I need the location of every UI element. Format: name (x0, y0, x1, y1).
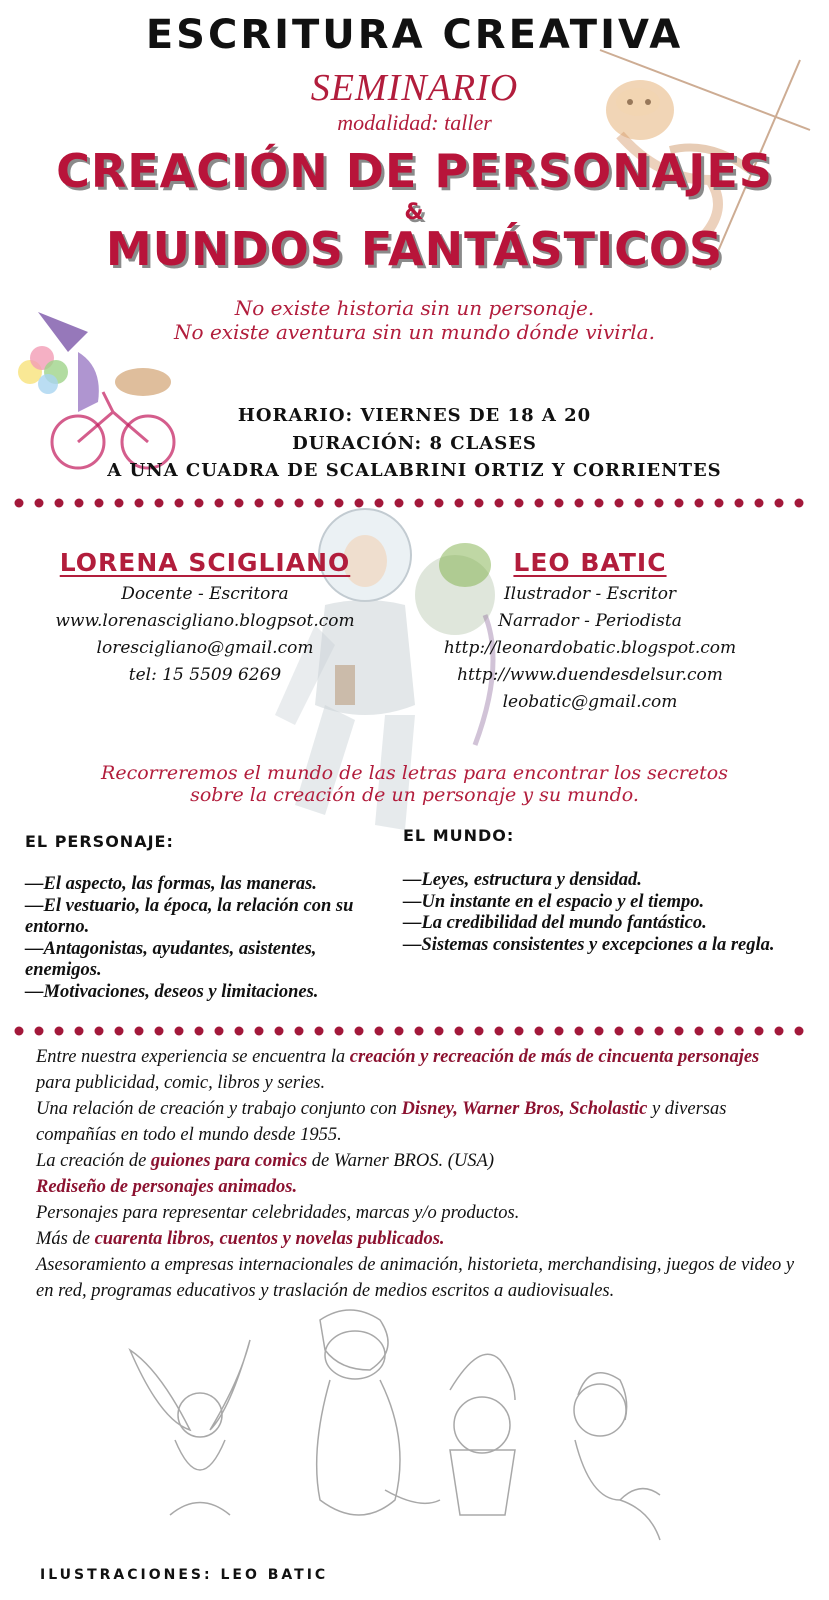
divider-dot (75, 499, 84, 508)
divider-dot (315, 499, 324, 508)
divider-dot (175, 499, 184, 508)
divider-dot (355, 499, 364, 508)
divider-dot (235, 499, 244, 508)
divider-dot (575, 1027, 584, 1036)
divider-dot (15, 1027, 24, 1036)
highlight: Rediseño de personajes animados. (36, 1177, 298, 1197)
modality-label: modalidad: taller (337, 110, 492, 135)
divider-dot (595, 499, 604, 508)
divider-dot (335, 499, 344, 508)
divider-dot (255, 499, 264, 508)
mundo-heading: EL MUNDO: (403, 826, 515, 845)
divider-dot (95, 499, 104, 508)
divider-dot (615, 499, 624, 508)
divider-dot (615, 1027, 624, 1036)
divider-dot (35, 1027, 44, 1036)
person-lorena-role: Docente - Escritora (121, 584, 289, 604)
schedule-duration: DURACIÓN: 8 CLASES (292, 433, 537, 454)
divider-dot (295, 499, 304, 508)
experience-p7: Asesoramiento a empresas internacionales de animación, historieta, merchandising, juegos de video y en red, programas educativos y traslación de medios escritos a audiovisuales. (36, 1255, 795, 1301)
personaje-item: —El vestuario, la época, la relación con su entorno. (25, 895, 354, 938)
text: Más de (36, 1229, 95, 1249)
divider-dot (735, 499, 744, 508)
divider-dot (535, 1027, 544, 1036)
divider-dot (795, 499, 804, 508)
person-name-lorena: LORENA SCIGLIANO (59, 548, 351, 577)
person-name-leo: LEO BATIC (513, 548, 667, 577)
dotted-divider-top (14, 496, 814, 510)
dotted-divider-bottom (14, 1024, 814, 1038)
personaje-heading: EL PERSONAJE: (25, 832, 174, 851)
experience-p5: Personajes para representar celebridades, marcas y/o productos. (36, 1203, 520, 1223)
divider-dot (275, 1027, 284, 1036)
divider-dot (395, 1027, 404, 1036)
divider-dot (95, 1027, 104, 1036)
divider-dot (275, 499, 284, 508)
divider-dots (15, 499, 804, 508)
divider-dot (435, 499, 444, 508)
divider-dot (415, 499, 424, 508)
person-leo-site-link[interactable]: http://www.duendesdelsur.com (457, 665, 723, 685)
highlight: cuarenta libros, cuentos y novelas publicados. (94, 1229, 445, 1249)
person-leo-role-1: Ilustrador - Escritor (503, 584, 677, 604)
divider-dot (215, 1027, 224, 1036)
illustration-credits: ILUSTRACIONES: LEO BATIC (40, 1567, 329, 1583)
headline-ampersand: & (404, 200, 425, 225)
divider-dot (155, 1027, 164, 1036)
page-title: ESCRITURA CREATIVA (145, 12, 684, 58)
divider-dot (775, 1027, 784, 1036)
highlight: Disney, Warner Bros, Scholastic (401, 1099, 648, 1119)
personaje-item: —Antagonistas, ayudantes, asistentes, enemigos. (25, 938, 317, 981)
seminar-label: SEMINARIO (310, 67, 519, 109)
divider-dot (475, 499, 484, 508)
divider-dot (75, 1027, 84, 1036)
person-lorena-phone: tel: 15 5509 6269 (128, 665, 282, 685)
divider-dot (375, 499, 384, 508)
divider-dot (515, 499, 524, 508)
intro-text (0, 762, 829, 806)
divider-dot (115, 499, 124, 508)
divider-dot (735, 1027, 744, 1036)
divider-dot (555, 1027, 564, 1036)
experience-p6 (36, 1226, 796, 1252)
divider-dot (135, 1027, 144, 1036)
divider-dot (295, 1027, 304, 1036)
intro-line-2: sobre la creación de un personaje y su mundo. (190, 784, 639, 806)
experience-text (36, 1044, 796, 1304)
person-lorena-email-link[interactable]: lorescigliano@gmail.com (96, 638, 314, 658)
divider-dot (755, 1027, 764, 1036)
mundo-item: —Sistemas consistentes y excepciones a la regla. (403, 934, 775, 955)
divider-dot (595, 1027, 604, 1036)
bottom-sketches-illustration (120, 1300, 680, 1560)
experience-p1 (36, 1044, 796, 1096)
person-leo (410, 548, 770, 716)
person-leo-email-link[interactable]: leobatic@gmail.com (502, 692, 678, 712)
divider-dot (415, 1027, 424, 1036)
personaje-list (25, 874, 395, 1004)
experience-p4 (36, 1174, 796, 1200)
divider-dot (315, 1027, 324, 1036)
divider-dot (215, 499, 224, 508)
divider-dot (395, 499, 404, 508)
experience-p2 (36, 1096, 796, 1148)
personaje-item: —Motivaciones, deseos y limitaciones. (25, 981, 319, 1002)
divider-dot (135, 499, 144, 508)
divider-dot (695, 499, 704, 508)
intro-line-1: Recorreremos el mundo de las letras para encontrar los secretos (101, 762, 728, 784)
experience-p3 (36, 1148, 796, 1174)
divider-dot (635, 1027, 644, 1036)
headline-characters: CREACIÓN DE PERSONAJES (56, 144, 773, 198)
divider-dot (695, 1027, 704, 1036)
personaje-item: —El aspecto, las formas, las maneras. (25, 874, 317, 894)
schedule-hours: HORARIO: VIERNES DE 18 A 20 (237, 405, 592, 426)
divider-dot (455, 1027, 464, 1036)
mundo-item: —Un instante en el espacio y el tiempo. (403, 891, 705, 912)
divider-dot (495, 499, 504, 508)
text: Entre nuestra experiencia se encuentra la (36, 1047, 350, 1067)
highlight: guiones para comics (150, 1151, 308, 1171)
text: y diversas compañías en todo el mundo desde 1955. (36, 1099, 727, 1145)
divider-dot (795, 1027, 804, 1036)
divider-dot (375, 1027, 384, 1036)
divider-dot (715, 1027, 724, 1036)
divider-dot (575, 499, 584, 508)
divider-dot (675, 499, 684, 508)
divider-dot (175, 1027, 184, 1036)
tagline-line-1: No existe historia sin un personaje. (234, 296, 595, 320)
text: Una relación de creación y trabajo conjunto con (36, 1099, 402, 1119)
divider-dot (55, 499, 64, 508)
highlight: creación y recreación de más de cincuenta personajes (349, 1047, 760, 1067)
divider-dot (715, 499, 724, 508)
divider-dots (15, 1027, 804, 1036)
divider-dot (675, 1027, 684, 1036)
divider-dot (255, 1027, 264, 1036)
person-leo-blog-link[interactable]: http://leonardobatic.blogspot.com (443, 638, 737, 658)
divider-dot (55, 1027, 64, 1036)
divider-dot (535, 499, 544, 508)
text: de Warner BROS. (USA) (307, 1151, 495, 1171)
divider-dot (655, 499, 664, 508)
headline-worlds: MUNDOS FANTÁSTICOS (105, 222, 724, 276)
mundo-item: —La credibilidad del mundo fantástico. (403, 913, 707, 934)
divider-dot (755, 499, 764, 508)
schedule-location: A UNA CUADRA DE SCALABRINI ORTIZ Y CORRIENTES (107, 460, 722, 481)
person-lorena (20, 548, 390, 689)
divider-dot (495, 1027, 504, 1036)
divider-dot (775, 499, 784, 508)
divider-dot (235, 1027, 244, 1036)
person-leo-role-2: Narrador - Periodista (498, 611, 682, 631)
person-lorena-blog-link[interactable]: www.lorenascigliano.blogpsot.com (55, 611, 355, 631)
mundo-list (403, 870, 783, 956)
divider-dot (635, 499, 644, 508)
divider-dot (195, 1027, 204, 1036)
divider-dot (455, 499, 464, 508)
text: para publicidad, comic, libros y series. (36, 1073, 326, 1093)
divider-dot (435, 1027, 444, 1036)
divider-dot (335, 1027, 344, 1036)
mundo-item: —Leyes, estructura y densidad. (403, 870, 642, 890)
divider-dot (475, 1027, 484, 1036)
tagline (0, 296, 829, 344)
tagline-line-2: No existe aventura sin un mundo dónde vivirla. (174, 320, 655, 344)
divider-dot (195, 499, 204, 508)
divider-dot (655, 1027, 664, 1036)
divider-dot (15, 499, 24, 508)
divider-dot (35, 499, 44, 508)
divider-dot (115, 1027, 124, 1036)
divider-dot (515, 1027, 524, 1036)
divider-dot (155, 499, 164, 508)
text: La creación de (36, 1151, 151, 1171)
divider-dot (355, 1027, 364, 1036)
divider-dot (555, 499, 564, 508)
